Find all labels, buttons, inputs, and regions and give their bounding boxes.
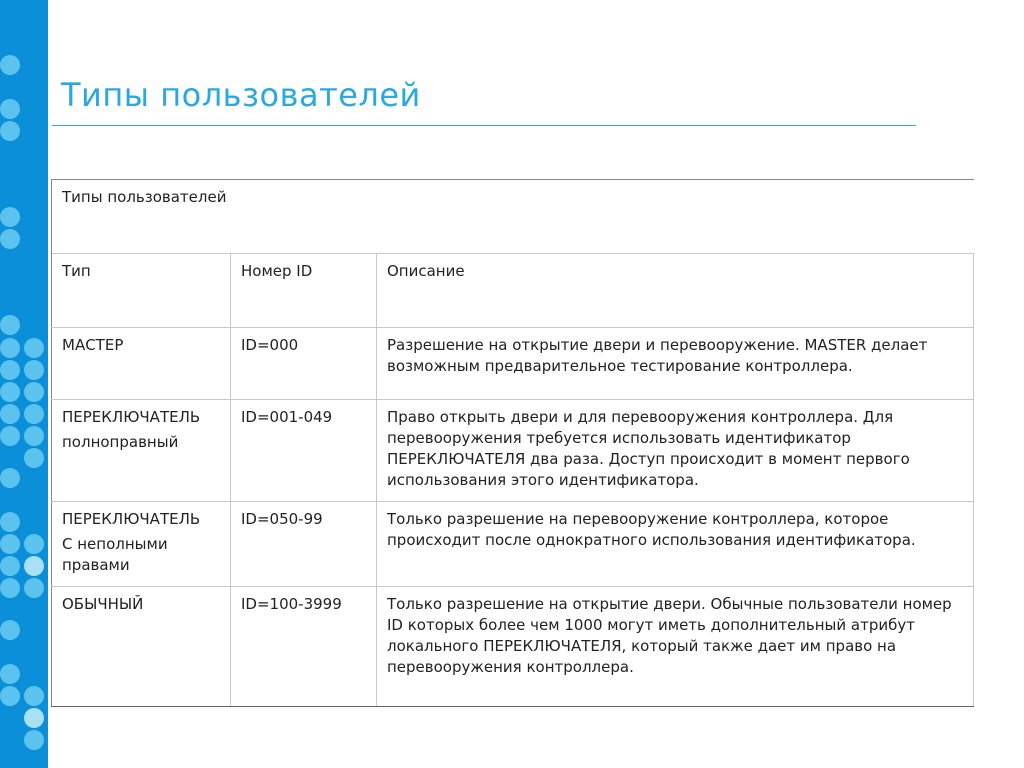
table-header-row <box>52 254 974 328</box>
decorative-dot <box>0 99 20 119</box>
table-caption-row <box>52 180 974 254</box>
decorative-dot <box>0 382 20 402</box>
decorative-dot <box>24 730 44 750</box>
decorative-dot <box>0 404 20 424</box>
decorative-sidebar <box>0 0 48 768</box>
cell-description: Только разрешение на перевооружение контроллера, которое происходит после однократного использования идентификатора. <box>377 502 974 587</box>
header-description: Описание <box>377 254 974 328</box>
decorative-dot <box>24 578 44 598</box>
cell-id: ID=050-99 <box>231 502 377 587</box>
decorative-dot <box>0 207 20 227</box>
decorative-dot <box>0 55 20 75</box>
decorative-dot <box>0 468 20 488</box>
decorative-dot <box>24 556 44 576</box>
table-row <box>52 400 974 502</box>
decorative-dot <box>0 686 20 706</box>
table-caption: Типы пользователей <box>52 180 974 254</box>
decorative-dot <box>0 556 20 576</box>
header-id: Номер ID <box>231 254 377 328</box>
decorative-dot <box>0 229 20 249</box>
type-name: ОБЫЧНЫЙ <box>62 595 144 613</box>
cell-type <box>52 502 231 587</box>
decorative-dot <box>24 360 44 380</box>
decorative-dot <box>24 686 44 706</box>
decorative-dot <box>0 534 20 554</box>
decorative-dot <box>24 404 44 424</box>
decorative-dot <box>24 426 44 446</box>
cell-type <box>52 328 231 400</box>
decorative-dot <box>0 512 20 532</box>
cell-id: ID=100-3999 <box>231 587 377 707</box>
user-types-table-wrapper <box>51 179 973 691</box>
decorative-dot <box>24 448 44 468</box>
title-underline <box>52 125 916 126</box>
decorative-dot <box>0 315 20 335</box>
decorative-dot <box>24 534 44 554</box>
type-name: ПЕРЕКЛЮЧАТЕЛЬ <box>62 510 201 528</box>
table-row <box>52 328 974 400</box>
decorative-dot <box>0 360 20 380</box>
cell-description: Право открыть двери и для перевооружения контроллера. Для перевооружения требуется использовать идентификатор ПЕРЕКЛЮЧАТЕЛЯ два раза. Доступ происходит в момент первого использования этого идентификатора. <box>377 400 974 502</box>
cell-type <box>52 400 231 502</box>
cell-id: ID=001-049 <box>231 400 377 502</box>
type-name: ПЕРЕКЛЮЧАТЕЛЬ <box>62 408 201 426</box>
type-name: МАСТЕР <box>62 336 124 354</box>
type-qualifier: полноправный <box>62 433 179 451</box>
type-qualifier: С неполными правами <box>62 535 168 574</box>
decorative-dot <box>0 121 20 141</box>
decorative-dot <box>0 620 20 640</box>
header-type: Тип <box>52 254 231 328</box>
decorative-dot <box>0 338 20 358</box>
user-types-table <box>51 179 974 707</box>
cell-type <box>52 587 231 707</box>
decorative-dot <box>0 578 20 598</box>
table-row <box>52 502 974 587</box>
decorative-dot <box>0 664 20 684</box>
decorative-dot <box>24 382 44 402</box>
decorative-dot <box>24 708 44 728</box>
decorative-dot <box>24 338 44 358</box>
cell-description: Только разрешение на открытие двери. Обычные пользователи номер ID которых более чем 1000 могут иметь дополнительный атрибут локального ПЕРЕКЛЮЧАТЕЛЯ, который также дает им право на перевооружения контроллера. <box>377 587 974 707</box>
cell-id: ID=000 <box>231 328 377 400</box>
table-row <box>52 587 974 707</box>
slide-title: Типы пользователей <box>61 76 421 114</box>
cell-description: Разрешение на открытие двери и перевооружение. MASTER делает возможным предварительное тестирование контроллера. <box>377 328 974 400</box>
decorative-dot <box>0 426 20 446</box>
